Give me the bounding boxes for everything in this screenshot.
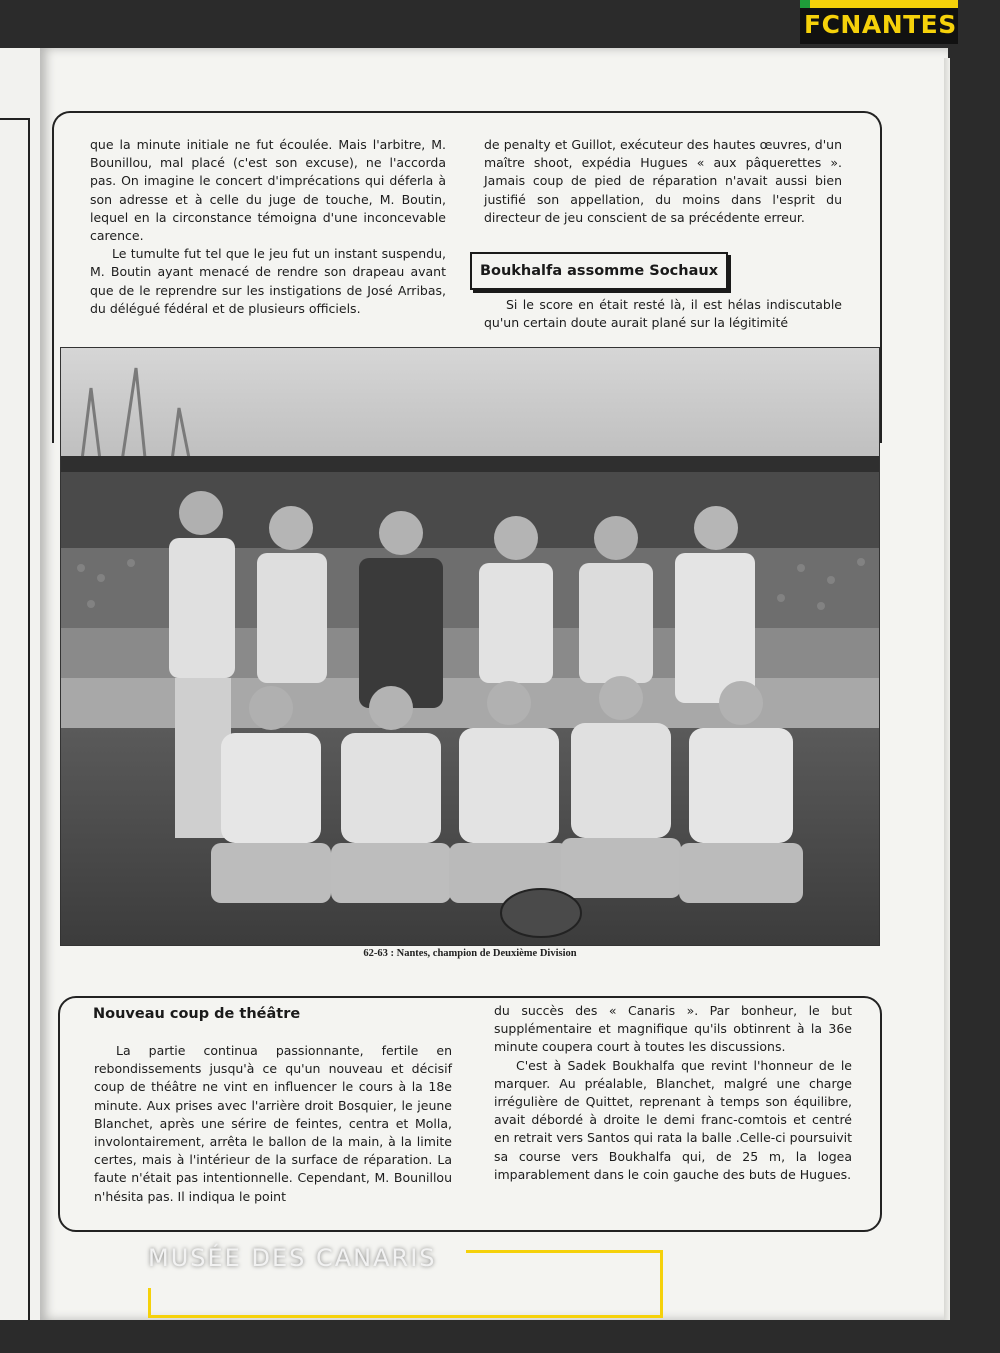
subheading-boukhalfa: Boukhalfa assomme Sochaux (470, 252, 728, 290)
facing-page-frame (0, 118, 30, 1320)
subheading-coup-de-theatre: Nouveau coup de théâtre (93, 1006, 301, 1022)
paragraph: C'est à Sadek Boukhalfa que revint l'honneur de le marquer. Au préalable, Blanchet, malgré une charge irrégulière de Quittet, reprenant à temps son équilibre, avait débordé à droite le demi franc-comtois et centré en retrait vers Santos qui rata la balle .Celle-ci poursuivit sa course vers Boukhalfa qui, de 25 m, la logea imparablement dans le coin gauche des buts de Hugues. (494, 1057, 852, 1182)
paragraph: La partie continua passionnante, fertile en rebondissements jusqu'à ce qu'un nouveau et décisif coup de théâtre ne vint en influencer le cours à la 18e minute. Aux prises avec l'arrière droit Bosquier, le jeune Blanchet, après une sérire de feintes, centra et Molla, involontairement, arrêta le ballon de la main, à la limite certes, mais à l'intérieur de la surface de réparation. La faute n'était pas intentionnelle. Cependant, M. Bounillou n'hésita pas. Il indiqua le point (94, 1043, 452, 1204)
watermark-frame-line (660, 1250, 663, 1318)
paragraph: du succès des « Canaris ». Par bonheur, le but supplémentaire et magnifique qu'ils obtinrent à la 36e minute coupera court à toutes les discussions. (494, 1003, 852, 1055)
article-column-3 (94, 1042, 452, 1206)
watermark-frame-line (148, 1288, 151, 1318)
watermark-frame-line (466, 1250, 662, 1253)
article-column-1 (90, 136, 446, 318)
fcnantes-logo (800, 0, 958, 44)
photo-caption: 62-63 : Nantes, champion de Deuxième Division (363, 948, 577, 959)
museum-watermark: MUSÉE DES CANARIS (148, 1244, 437, 1272)
paragraph: Si le score en était resté là, il est hélas indiscutable qu'un certain doute aurait plané sur la légitimité (484, 297, 842, 331)
team-photo-illustration (61, 348, 879, 945)
watermark-frame-line (148, 1315, 663, 1318)
article-column-4 (494, 1002, 852, 1184)
article-column-2-continued (484, 296, 842, 332)
paragraph: Le tumulte fut tel que le jeu fut un instant suspendu, M. Boutin ayant menacé de rendre son drapeau avant que de le reprendre sur les instigations de José Arribas, du délégué fédéral et de plusieurs officiels. (90, 246, 446, 316)
paragraph: que la minute initiale ne fut écoulée. Mais l'arbitre, M. Bounillou, mal placé (c'est son excuse), ne l'accorda pas. On imagine le concert d'imprécations qui déferla à son adresse et à celle du juge de touche, M. Boutin, lequel en la circonstance témoigna d'une inconcevable carence. (90, 137, 446, 244)
logo-color-stripe (800, 0, 958, 8)
paragraph: de penalty et Guillot, exécuteur des hautes œuvres, d'un maître shoot, expédia Hugues « aux pâquerettes ». Jamais coup de pied de réparation n'avait aussi bien justifié son appellation, du moins dans l'esprit du directeur de jeu conscient de sa précédente erreur. (484, 137, 842, 225)
team-photo (60, 347, 880, 946)
facing-page-edge (0, 48, 45, 1320)
article-column-2 (484, 136, 842, 227)
logo-text: FCNANTES (804, 10, 957, 39)
page-edge (944, 58, 950, 1320)
